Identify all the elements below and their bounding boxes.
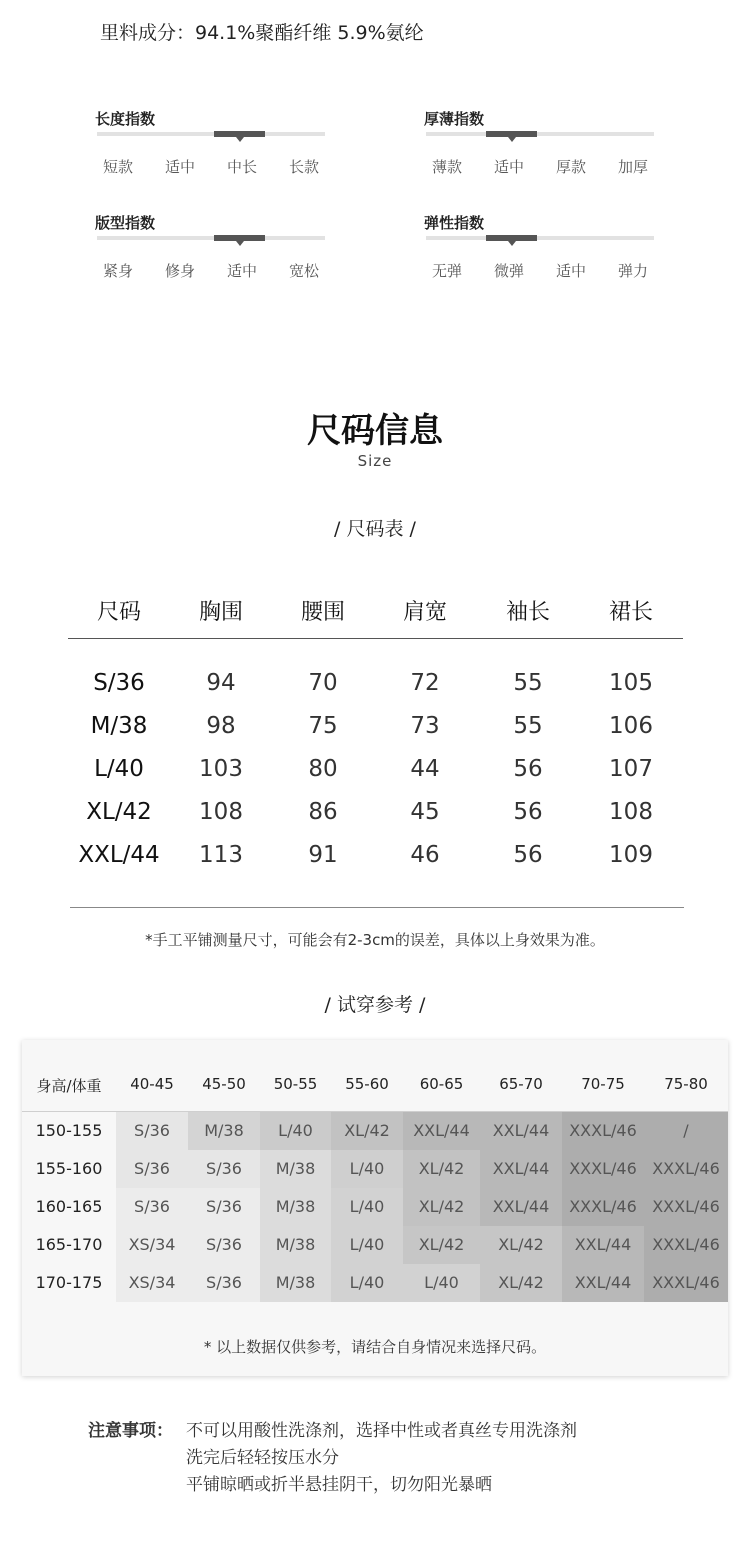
size-cell: L/40 <box>94 756 144 782</box>
fit-cell: M/38 <box>260 1226 331 1264</box>
table-row <box>68 799 683 839</box>
index-marker <box>214 235 265 241</box>
size-cell: 105 <box>609 670 653 696</box>
fit-weight-header: 50-55 <box>273 1075 318 1093</box>
index-label: 薄款 <box>431 158 462 176</box>
size-cell: XL/42 <box>86 799 152 825</box>
thickness-index <box>424 108 654 176</box>
size-cell: 103 <box>199 756 243 782</box>
fit-cell: XS/34 <box>116 1264 188 1302</box>
index-label: 中长 <box>226 158 257 176</box>
fit-cell: XS/34 <box>116 1226 188 1264</box>
size-info-title: 尺码信息 <box>307 411 443 451</box>
fit-cell: S/36 <box>188 1150 260 1188</box>
size-cell: 108 <box>609 799 653 825</box>
table-row <box>68 713 683 753</box>
index-label: 适中 <box>226 262 257 280</box>
care-line: 洗完后轻轻按压水分 <box>186 1448 339 1468</box>
fit-cell: XL/42 <box>480 1264 562 1302</box>
size-cell: M/38 <box>90 713 148 739</box>
size-cell: 44 <box>410 756 440 782</box>
index-marker <box>214 131 265 137</box>
fit-cell: XXL/44 <box>562 1226 644 1264</box>
fit-cell: L/40 <box>331 1264 403 1302</box>
fit-cell: M/38 <box>188 1112 260 1150</box>
size-header-cell: 胸围 <box>198 600 243 625</box>
fit-cell: XL/42 <box>331 1112 403 1150</box>
size-cell: 75 <box>308 713 338 739</box>
fit-cell: S/36 <box>116 1150 188 1188</box>
index-track <box>426 236 654 240</box>
size-cell: 56 <box>513 799 543 825</box>
fit-cell: L/40 <box>260 1112 331 1150</box>
fit-cell: S/36 <box>188 1226 260 1264</box>
size-cell: 108 <box>199 799 243 825</box>
index-label: 微弹 <box>493 262 524 280</box>
index-label: 厚款 <box>555 158 586 176</box>
elasticity-index <box>424 212 654 280</box>
index-track <box>426 132 654 136</box>
index-marker <box>486 131 537 137</box>
fit-cell: XXXL/46 <box>562 1150 644 1188</box>
size-table-note: *手工平铺测量尺寸，可能会有2-3cm的误差，具体以上身效果为准。 <box>145 931 605 949</box>
fit-cell: XXXL/46 <box>644 1264 728 1302</box>
fit-cell: XL/42 <box>403 1188 480 1226</box>
fit-cell: L/40 <box>331 1226 403 1264</box>
size-cell: 91 <box>308 842 338 868</box>
size-header-cell: 裙长 <box>608 600 653 625</box>
fit-cell: L/40 <box>331 1188 403 1226</box>
table-row <box>68 842 683 882</box>
care-line: 不可以用酸性洗涤剂，选择中性或者真丝专用洗涤剂 <box>186 1421 577 1441</box>
fit-cell: XL/42 <box>403 1226 480 1264</box>
index-label: 适中 <box>164 158 195 176</box>
fit-weight-header: 55-60 <box>345 1075 389 1093</box>
size-cell: 70 <box>308 670 338 696</box>
size-cell: 113 <box>199 842 243 868</box>
size-cell: 56 <box>513 842 543 868</box>
fit-cell: S/36 <box>116 1188 188 1226</box>
size-info-subtitle: Size <box>357 452 393 470</box>
size-header-cell: 腰围 <box>300 600 345 625</box>
index-title: 厚薄指数 <box>424 110 485 128</box>
fit-cell: XXXL/46 <box>644 1150 728 1188</box>
fit-cell: M/38 <box>260 1188 331 1226</box>
fit-height-label: 150-155 <box>22 1112 116 1150</box>
care-title: 注意事项： <box>88 1421 173 1441</box>
fit-weight-header: 65-70 <box>499 1075 543 1093</box>
fit-cell: M/38 <box>260 1150 331 1188</box>
fit-cell: XXXL/46 <box>644 1226 728 1264</box>
fit-height-label: 155-160 <box>22 1150 116 1188</box>
fit-cell: XXL/44 <box>480 1112 562 1150</box>
fit-cell: S/36 <box>188 1188 260 1226</box>
index-label: 宽松 <box>288 262 319 280</box>
index-marker <box>486 235 537 241</box>
index-track <box>97 236 325 240</box>
index-label: 短款 <box>102 158 133 176</box>
fit-cell: XL/42 <box>403 1150 480 1188</box>
fit-cell: S/36 <box>188 1264 260 1302</box>
index-label: 弹力 <box>617 262 648 280</box>
size-cell: 98 <box>206 713 236 739</box>
fit-cell: XXL/44 <box>480 1150 562 1188</box>
fit-cell: L/40 <box>331 1150 403 1188</box>
fit-weight-header: 60-65 <box>419 1075 464 1093</box>
size-cell: 55 <box>513 670 543 696</box>
fit-cell: M/38 <box>260 1264 331 1302</box>
size-cell: 55 <box>513 713 543 739</box>
lining-composition: 里料成分：94.1%聚酯纤维 5.9%氨纶 <box>100 22 424 44</box>
index-label: 无弹 <box>431 262 462 280</box>
fit-header-divider <box>22 1111 728 1112</box>
size-cell: 107 <box>609 756 653 782</box>
size-header-cell: 袖长 <box>505 600 550 625</box>
divider <box>70 907 684 908</box>
size-cell: 56 <box>513 756 543 782</box>
care-line: 平铺晾晒或折半悬挂阴干，切勿阳光暴晒 <box>186 1475 492 1495</box>
size-cell: XXL/44 <box>78 842 160 868</box>
fit-reference-table <box>22 1040 728 1376</box>
size-table-header <box>68 590 683 639</box>
size-table-title: / 尺码表 / <box>334 518 416 540</box>
fit-corner-label: 身高/体重 <box>36 1077 102 1095</box>
index-title: 弹性指数 <box>424 214 485 232</box>
size-cell: 106 <box>609 713 653 739</box>
fit-weight-header: 40-45 <box>130 1075 174 1093</box>
fit-height-label: 170-175 <box>22 1264 116 1302</box>
size-header-cell: 肩宽 <box>402 600 447 625</box>
fit-cell: XXXL/46 <box>562 1112 644 1150</box>
index-label: 修身 <box>164 262 195 280</box>
size-cell: 72 <box>410 670 440 696</box>
fit-cell: XXL/44 <box>562 1264 644 1302</box>
size-cell: 45 <box>410 799 440 825</box>
size-cell: S/36 <box>93 670 145 696</box>
fit-cell: S/36 <box>116 1112 188 1150</box>
size-cell: 86 <box>308 799 338 825</box>
fit-cell: XXXL/46 <box>644 1188 728 1226</box>
fit-cell: XXXL/46 <box>562 1188 644 1226</box>
fit-cell: L/40 <box>403 1264 480 1302</box>
index-track <box>97 132 325 136</box>
length-index <box>95 108 325 176</box>
size-cell: 46 <box>410 842 440 868</box>
fit-cell: / <box>644 1112 728 1150</box>
fit-height-label: 160-165 <box>22 1188 116 1226</box>
fit-weight-header: 45-50 <box>202 1075 246 1093</box>
index-label: 长款 <box>288 158 319 176</box>
index-label: 加厚 <box>617 158 648 176</box>
fit-cell: XL/42 <box>480 1226 562 1264</box>
size-table <box>68 590 683 868</box>
index-title: 长度指数 <box>95 110 156 128</box>
size-cell: 109 <box>609 842 653 868</box>
fit-cell: XXL/44 <box>480 1188 562 1226</box>
fit-height-label: 165-170 <box>22 1226 116 1264</box>
size-cell: 73 <box>410 713 440 739</box>
size-header-cell: 尺码 <box>96 600 141 625</box>
fit-weight-header: 70-75 <box>581 1075 625 1093</box>
fit-index <box>95 212 325 280</box>
index-label: 紧身 <box>102 262 133 280</box>
fit-reference-note: * 以上数据仅供参考，请结合自身情况来选择尺码。 <box>203 1338 547 1356</box>
fit-table-header <box>22 1040 728 1112</box>
index-label: 适中 <box>493 158 524 176</box>
size-cell: 94 <box>206 670 236 696</box>
index-title: 版型指数 <box>95 214 156 232</box>
index-label: 适中 <box>555 262 586 280</box>
size-cell: 80 <box>308 756 338 782</box>
fit-cell: XXL/44 <box>403 1112 480 1150</box>
table-row <box>68 670 683 710</box>
table-row <box>68 756 683 796</box>
fit-weight-header: 75-80 <box>664 1075 708 1093</box>
fit-reference-title: / 试穿参考 / <box>324 994 426 1016</box>
